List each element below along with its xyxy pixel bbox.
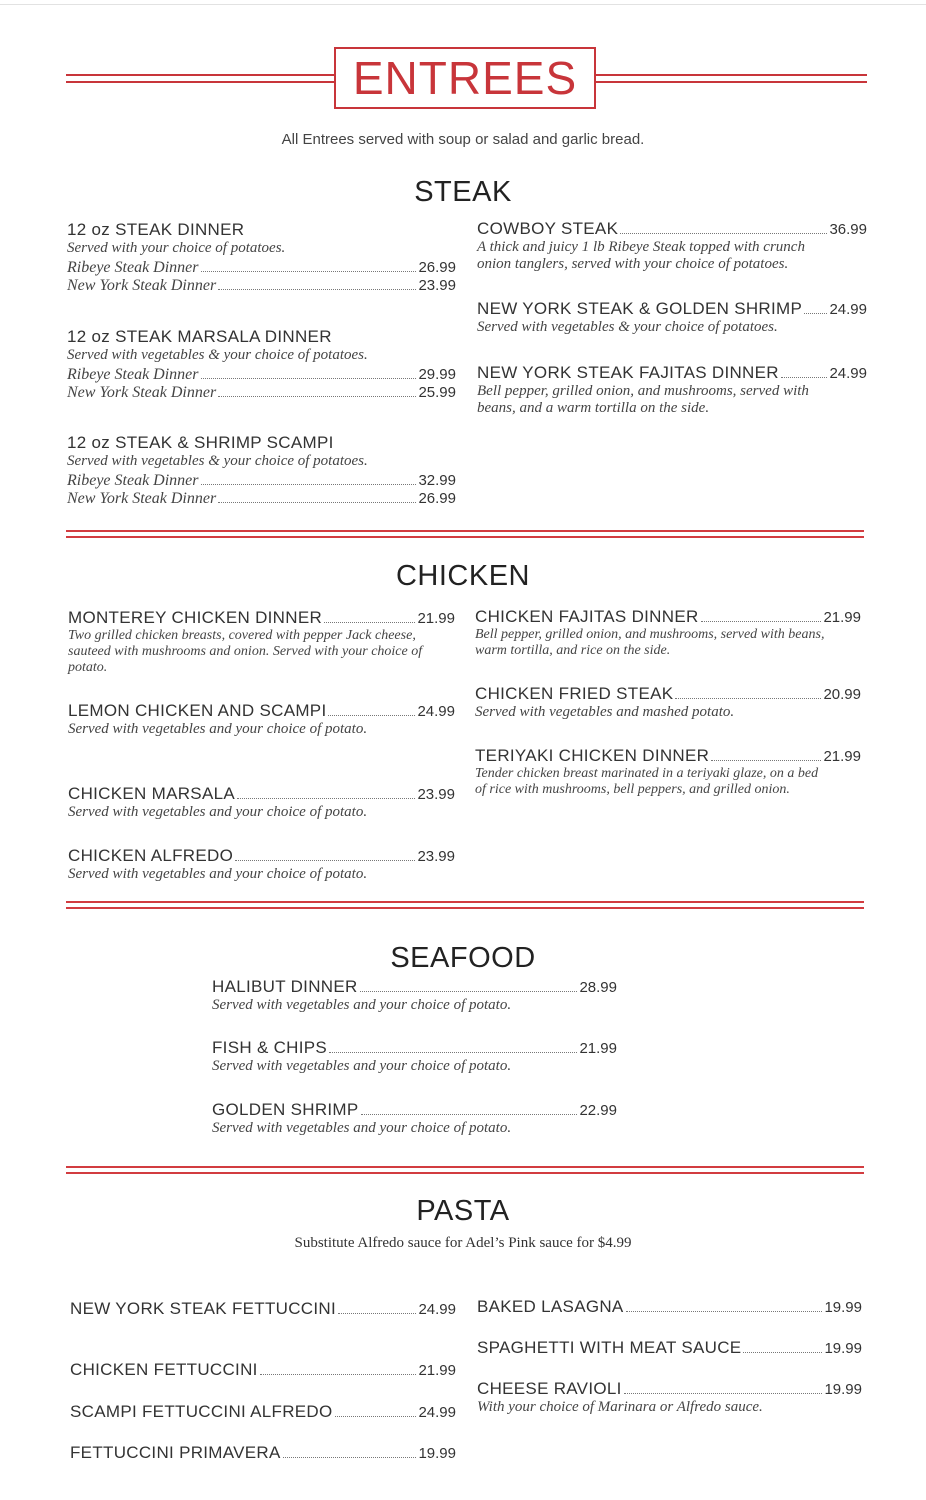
menu-item: SCAMPI FETTUCCINI ALFREDO 24.99 (70, 1402, 456, 1421)
section-divider (66, 530, 864, 538)
menu-item: CHICKEN FRIED STEAK 20.99 Served with vegetables and mashed potato. (475, 684, 861, 720)
header-rule-right (596, 74, 867, 83)
page-title: ENTREES (334, 47, 596, 109)
header-rule-left (66, 74, 334, 83)
menu-item: LEMON CHICKEN AND SCAMPI 24.99 Served with vegetables and your choice of potato. (68, 701, 455, 737)
menu-item: TERIYAKI CHICKEN DINNER 21.99 Tender chicken breast marinated in a teriyaki glaze, on a bed of rice with mushrooms, bell peppers, and grilled onion. (475, 746, 861, 797)
section-divider (66, 1166, 864, 1174)
section-divider (66, 901, 864, 909)
menu-item: MONTEREY CHICKEN DINNER 21.99 Two grilled chicken breasts, covered with pepper Jack cheese, sauteed with mushrooms and onion. Served with your choice of potato. (68, 608, 455, 675)
menu-item: 12 oz STEAK MARSALA DINNER Served with vegetables & your choice of potatoes. Ribeye Steak Dinner 29.99 New York Steak Dinner 25.99 (67, 327, 456, 401)
menu-item: NEW YORK STEAK FETTUCCINI 24.99 (70, 1299, 456, 1318)
section-title-steak: STEAK (414, 176, 512, 208)
menu-item: CHICKEN MARSALA 23.99 Served with vegetables and your choice of potato. (68, 784, 455, 820)
menu-item: GOLDEN SHRIMP 22.99 Served with vegetables and your choice of potato. (212, 1100, 617, 1136)
menu-item: COWBOY STEAK 36.99 A thick and juicy 1 lb Ribeye Steak topped with crunch onion tanglers, served with your choice of potatoes. (477, 219, 867, 272)
menu-item: NEW YORK STEAK & GOLDEN SHRIMP 24.99 Served with vegetables & your choice of potatoes. (477, 299, 867, 335)
menu-item: NEW YORK STEAK FAJITAS DINNER 24.99 Bell pepper, grilled onion, and mushrooms, served with beans, and a warm tortilla on the side. (477, 363, 867, 416)
entrees-note: All Entrees served with soup or salad and garlic bread. (281, 131, 645, 148)
top-border (0, 4, 926, 5)
menu-item: FETTUCCINI PRIMAVERA 19.99 (70, 1443, 456, 1462)
section-title-chicken: CHICKEN (395, 560, 530, 592)
menu-item: 12 oz STEAK & SHRIMP SCAMPI Served with vegetables & your choice of potatoes. Ribeye Steak Dinner 32.99 New York Steak Dinner 26.99 (67, 433, 456, 507)
menu-item: CHICKEN FAJITAS DINNER 21.99 Bell pepper, grilled onion, and mushrooms, served with beans, warm tortilla, and rice on the side. (475, 607, 861, 658)
menu-item: 12 oz STEAK DINNER Served with your choice of potatoes. Ribeye Steak Dinner 26.99 New York Steak Dinner 23.99 (67, 220, 456, 294)
section-title-pasta: PASTA (416, 1195, 510, 1227)
menu-item: HALIBUT DINNER 28.99 Served with vegetables and your choice of potato. (212, 977, 617, 1013)
menu-item: CHICKEN ALFREDO 23.99 Served with vegetables and your choice of potato. (68, 846, 455, 882)
pasta-note: Substitute Alfredo sauce for Adel’s Pink sauce for $4.99 (294, 1235, 632, 1251)
menu-item: BAKED LASAGNA 19.99 (477, 1297, 862, 1316)
section-title-seafood: SEAFOOD (390, 942, 536, 974)
menu-item: FISH & CHIPS 21.99 Served with vegetables and your choice of potato. (212, 1038, 617, 1074)
menu-item: CHICKEN FETTUCCINI 21.99 (70, 1360, 456, 1379)
menu-item: SPAGHETTI WITH MEAT SAUCE 19.99 (477, 1338, 862, 1357)
menu-item: CHEESE RAVIOLI 19.99 With your choice of Marinara or Alfredo sauce. (477, 1379, 862, 1415)
